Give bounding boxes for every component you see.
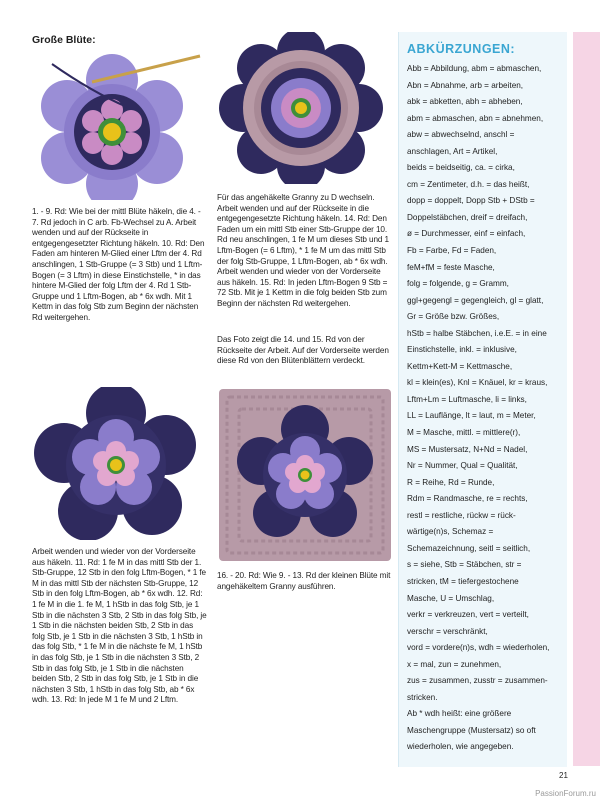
abbreviation-line: stricken, tM = tiefergestochene [407, 576, 519, 586]
abbreviation-line: Schemazeichnung, seitl = seitlich, [407, 543, 531, 553]
crochet-flower-front-image [32, 387, 208, 540]
abbreviation-line: R = Reihe, Rd = Runde, [407, 477, 495, 487]
abbreviations-title: ABKÜRZUNGEN: [407, 42, 516, 56]
abbreviation-line: beids = beidseitig, ca. = cirka, [407, 163, 515, 173]
photo-flower-in-progress [32, 52, 208, 200]
abbreviation-line: verschr = verschränkt, [407, 626, 488, 636]
abbreviation-line: abm = abmaschen, abn = abnehmen, [407, 113, 544, 123]
abbreviation-line: stricken. [407, 692, 438, 702]
photo-note: Das Foto zeigt die 14. und 15. Rd von der Rückseite der Arbeit. Auf der Vorderseite werden diese Rd von den Blütenblättern verdeckt. [217, 335, 389, 366]
crochet-flower-image [32, 52, 208, 200]
abbreviation-line: dopp = doppelt, Dopp Stb + DStb = [407, 196, 535, 206]
abbreviations-box [398, 32, 567, 767]
abbreviations-list [407, 61, 561, 756]
abbreviation-line: restl = restliche, rückw = rück- [407, 510, 516, 520]
abbreviation-line: M = Masche, mittl. = mittlere(r), [407, 428, 521, 438]
abbreviation-line: Maschengruppe (Mustersatz) so oft [407, 725, 536, 735]
abbreviation-line: cm = Zentimeter, d.h. = das heißt, [407, 179, 530, 189]
instructions-rounds-11-13: Arbeit wenden und wieder von der Vorderseite aus häkeln. 11. Rd: 1 fe M in das mittl Stb der 1. Stb-Gruppe, 12 Stb in den folg Lftm-Bogen, * 1 fe M in das mittl Stb der nächsten Stb-Gruppe, 12 Stb in den folg Lftm-Bogen, ab * 6x wdh. 12. Rd: 1 fe M in die 1. fe M, 1 hStb in das folg Stb, je 1 Stb in die nächsten 3 Stb, 2 Stb in das folg Stb, je 1 Stb in die nächsten beiden Stb, 2 Stb in das folg Stb, je 1 Stb in die nächsten 3 Stb, 1 hStb in das folg Stb, * 1 fe M in die nächste fe M, 1 hStb in das folg Stb, je 1 Stb in die nächsten 3 Stb, 2 Stb in das folg Stb, je 1 Stb in die nächsten beiden Stb, 2 Stb in das folg Stb, je 1 Stb in die nächsten 3 Stb, 1 hStb in das folg Stb, ab * 6x wdh. 13. Rd: In jede M 1 fe M und 2 Lftm. [32, 547, 207, 705]
instructions-rounds-1-10: 1. - 9. Rd: Wie bei der mittl Blüte häkeln, die 4. - 7. Rd jedoch in C arb. Fb-Wechsel zu A. Arbeit wenden und auf der Rückseite in entgegengesetzter Richtung häkeln. 10. Rd: Den Faden am hinteren M-Glied einer Lftm der 4. Rd anschlingen, 1 Stb-Gruppe (= 3 Stb) und 1 Lftm-Bogen (= 3 Lftm) in diese Einstichstelle, * in das hintere M-Glied der folg Lftm der 4. Rd 1 Stb-Gruppe und 1 Lftm-Bogen, ab * 6x wdh. Mit 1 Kettm in das folg Stb zum Beginn der nächsten Rd weitergehen. [32, 207, 205, 322]
middle-column [217, 32, 393, 592]
abbreviation-line: folg = folgende, g = Gramm, [407, 279, 509, 289]
crochet-flower-back-image [217, 32, 393, 184]
abbreviation-line: Doppelstäbchen, dreif = dreifach, [407, 212, 528, 222]
abbreviation-line: feM+fM = feste Masche, [407, 262, 495, 272]
abbreviation-line: Rdm = Randmasche, re = rechts, [407, 494, 528, 504]
abbreviation-line: Masche, U = Umschlag, [407, 593, 495, 603]
crochet-granny-square-image [217, 387, 393, 563]
instructions-rounds-14-15: Für das angehäkelte Granny zu D wechseln. Arbeit wenden und auf der Rückseite in die entgegengesetzte Richtung häkeln. 14. Rd: Den Faden um ein mittl Stb einer Stb-Gruppe der 10. Rd neu anschlingen, 1 fe M um dieses Stb und 1 Lftm-Bogen (= 6 Lftm), * 1 fe M um das mittl Stb der folg Stb-Gruppe, 1 Lftm-Bogen, ab * 6x wdh. Arbeit wenden und wieder von der Vorderseite aus häkeln. 15. Rd: In jeden Lftm-Bogen 9 Stb = 72 Stb. Mit je 1 Kettm in die folg beiden Stb zum Beginn der nächsten Rd weitergehen. [217, 193, 389, 308]
abbreviation-line: Einstichstelle, inkl. = inklusive, [407, 345, 517, 355]
abbreviation-line: abk = abketten, abh = abheben, [407, 97, 523, 107]
abbreviation-line: Abb = Abbildung, abm = abmaschen, [407, 64, 542, 73]
watermark: PassionForum.ru [535, 789, 596, 798]
abbreviation-line: x = mal, zun = zunehmen, [407, 659, 502, 669]
abbreviation-line: ggl+gegengl = gegengleich, gl = glatt, [407, 295, 544, 305]
abbreviation-line: ø = Durchmesser, einf = einfach, [407, 229, 526, 239]
abbreviation-line: zus = zusammen, zusstr = zusammen- [407, 676, 548, 686]
abbreviation-line: hStb = halbe Stäbchen, i.e.E. = in eine [407, 328, 547, 338]
abbreviation-line: kl = klein(es), Knl = Knäuel, kr = kraus, [407, 378, 548, 388]
section-heading: Große Blüte: [32, 34, 96, 46]
abbreviation-line: anschlagen, Art = Artikel, [407, 146, 498, 156]
abbreviation-line: verkr = verkreuzen, vert = verteilt, [407, 610, 529, 620]
decorative-side-bar [573, 32, 600, 766]
photo-flower-front [32, 387, 208, 540]
page-number: 21 [559, 771, 568, 780]
abbreviation-line: wärtige(n)s, Schemaz = [407, 527, 494, 537]
abbreviation-line: Lftm+Lm = Luftmasche, li = links, [407, 394, 527, 404]
abbreviation-line: Fb = Farbe, Fd = Faden, [407, 246, 497, 256]
abbreviation-line: abw = abwechselnd, anschl = [407, 130, 515, 140]
photo-granny-square [217, 387, 393, 563]
abbreviation-line: Nr = Nummer, Qual = Qualität, [407, 461, 518, 471]
abbreviation-line: LL = Lauflänge, lt = laut, m = Meter, [407, 411, 536, 421]
instructions-rounds-16-20: 16. - 20. Rd: Wie 9. - 13. Rd der kleinen Blüte mit angehäkeltem Granny ausführen. [217, 571, 391, 591]
abbreviation-line: wiederholen, wie angegeben. [407, 742, 514, 752]
photo-flower-back [217, 32, 393, 184]
abbreviation-line: Ab * wdh heißt: eine größere [407, 709, 512, 719]
abbreviation-line: Gr = Größe bzw. Größes, [407, 312, 500, 322]
abbreviation-line: Abn = Abnahme, arb = arbeiten, [407, 80, 524, 90]
left-column [32, 34, 208, 706]
abbreviation-line: vord = vordere(n)s, wdh = wiederholen, [407, 643, 550, 653]
abbreviation-line: Kettm+Kett-M = Kettmasche, [407, 361, 513, 371]
abbreviation-line: MS = Mustersatz, N+Nd = Nadel, [407, 444, 528, 454]
abbreviation-line: s = siehe, Stb = Stäbchen, str = [407, 560, 522, 570]
